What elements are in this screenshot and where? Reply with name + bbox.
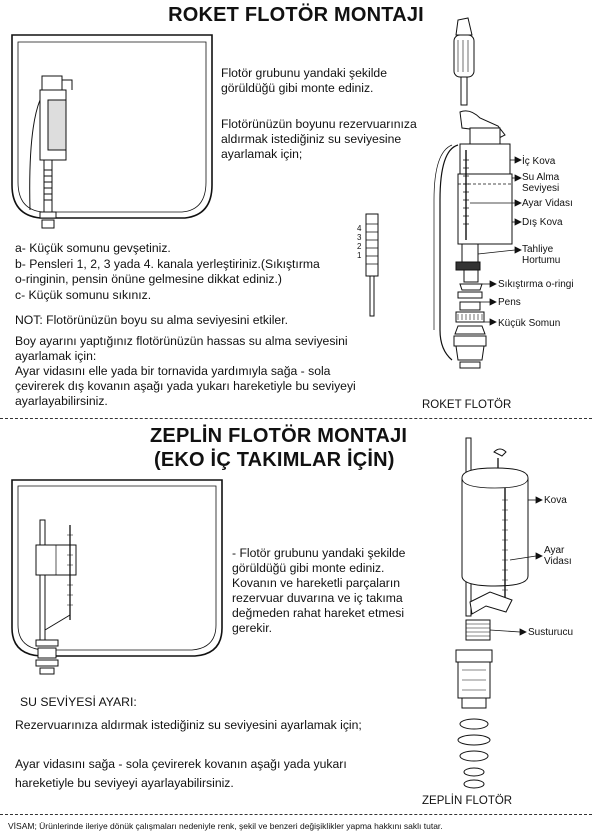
zeplin-title-line2: (EKO İÇ TAKIMLAR İÇİN) bbox=[154, 449, 395, 471]
label-sikistirma-oringi: Sıkıştırma o-ringi bbox=[498, 279, 574, 290]
zeplin-intro-text: - Flotör grubunu yandaki şekilde görüldüğü gibi monte ediniz. Kovanın ve hareketli parçaların rezervuar duvarına ve iç takıma değmeden rahat hareket etmesi gerekir. bbox=[232, 546, 406, 635]
footer-disclaimer: VİSAM; Ürünlerinde ileriye dönük çalışmaları nedeniyle renk, şekil ve benzeri değişiklikler yapma hakkını saklı tutar. bbox=[8, 821, 443, 831]
roket-title: ROKET FLOTÖR MONTAJI bbox=[168, 4, 424, 26]
zeplin-level-text1: Rezervuarınıza aldırmak istediğiniz su seviyesini ayarlamak için; bbox=[15, 718, 362, 732]
label-kova: Kova bbox=[544, 495, 567, 506]
label-ic-kova: İç Kova bbox=[522, 156, 556, 167]
roket-caption: ROKET FLOTÖR bbox=[422, 399, 512, 411]
label-dis-kova: Dış Kova bbox=[522, 217, 563, 228]
zeplin-level-heading: SU SEVİYESİ AYARI: bbox=[20, 695, 137, 709]
roket-step-a: a- Küçük somunu gevşetiniz. bbox=[15, 241, 171, 255]
ruler-number: 1 bbox=[357, 251, 362, 260]
label-kucuk-somun: Küçük Somun bbox=[498, 318, 561, 329]
ruler-number: 2 bbox=[357, 242, 362, 251]
roket-step-c: c- Küçük somunu sıkınız. bbox=[15, 288, 152, 302]
ruler-number: 3 bbox=[357, 233, 362, 242]
label-ayar-vidasi: Ayar Vidası bbox=[522, 198, 573, 209]
zeplin-level-text2: Ayar vidasını sağa - sola çevirerek kovanın aşağı yada yukarı hareketiyle bu seviyeyi ayarlayabilirsiniz. bbox=[15, 757, 347, 790]
roket-step-b: b- Pensleri 1, 2, 3 yada 4. kanala yerleştiriniz.(Sıkıştırma o-ringinin, pensin önüne gelmesine dikkat ediniz.) bbox=[15, 257, 320, 286]
label-susturucu: Susturucu bbox=[528, 627, 574, 638]
roket-level-intro: Flotörünüzün boyunu rezervuarınıza aldırmak istediğiniz su seviyesine ayarlamak için; bbox=[221, 117, 417, 161]
label-pens: Pens bbox=[498, 297, 521, 308]
roket-note: NOT: Flotörünüzün boyu su alma seviyesini etkiler. bbox=[15, 313, 288, 327]
label-zeplin-ayar-vidasi: Ayar Vidası bbox=[544, 545, 572, 567]
label-tahliye-hortumu: Tahliye Hortumu bbox=[522, 244, 561, 266]
zeplin-title-line1: ZEPLİN FLOTÖR MONTAJI bbox=[150, 425, 408, 447]
footer-divider bbox=[0, 814, 592, 815]
zeplin-caption: ZEPLİN FLOTÖR bbox=[422, 795, 513, 807]
label-su-alma-seviyesi: Su Alma Seviyesi bbox=[522, 172, 560, 194]
ruler-number: 4 bbox=[357, 224, 362, 233]
roket-intro-text: Flotör grubunu yandaki şekilde görüldüğü gibi monte ediniz. bbox=[221, 66, 387, 95]
roket-fine-tune-text: Boy ayarını yaptığınız flotörünüzün hassas su alma seviyesini ayarlamak için: Ayar vidasını elle yada bir tornavida yardımıyla sağa - sola çevirerek dış kovanın aşağı yada yukarı hareketiyle bu seviyeyi ayarlayabilirsiniz. bbox=[15, 334, 356, 408]
